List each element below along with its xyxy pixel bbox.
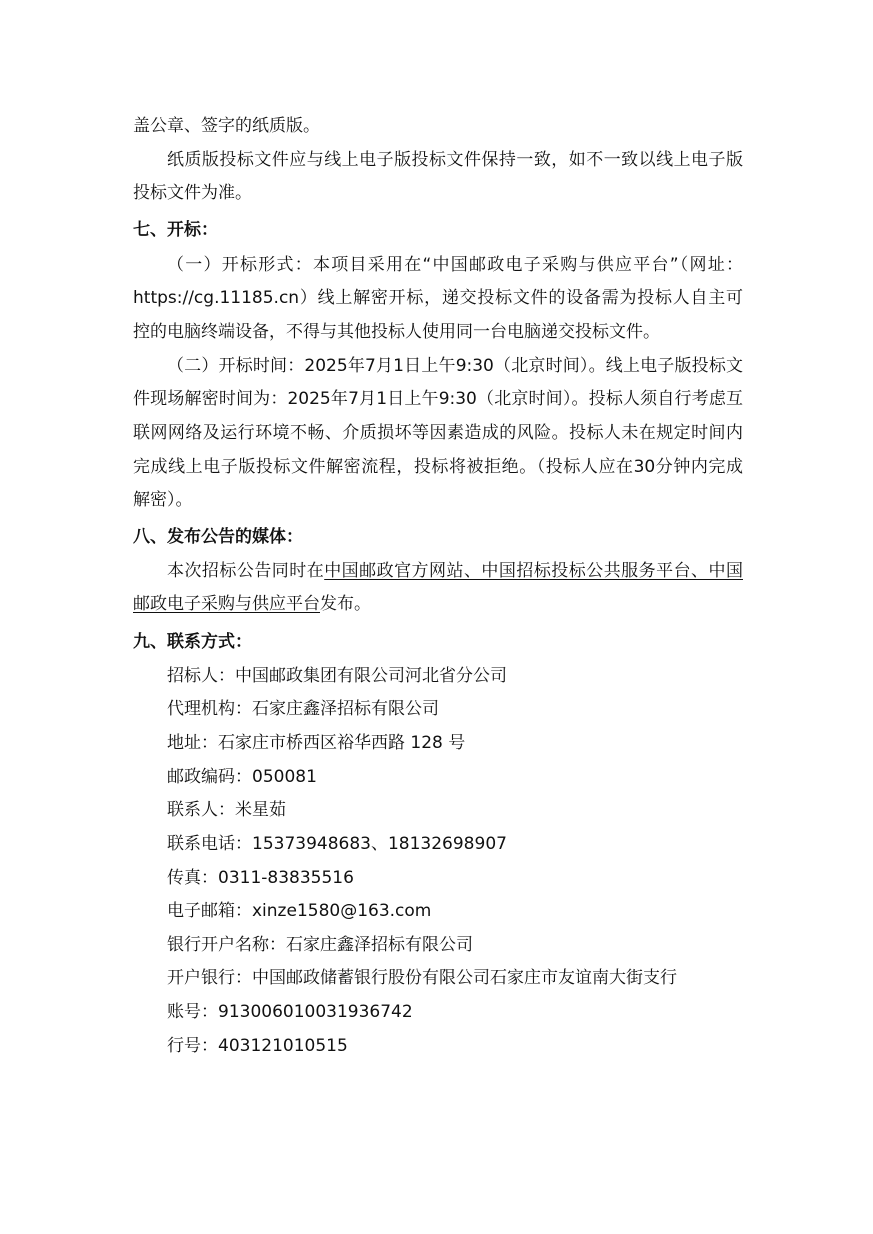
paragraph-line: （一）开标形式：本项目采用在“中国邮政电子采购与供应平台”（网址： bbox=[167, 255, 743, 275]
paragraph-line: 联网网络及运行环境不畅、介质损坏等因素造成的风险。投标人未在规定时间内 bbox=[133, 423, 743, 443]
contact-item: 邮政编码：050081 bbox=[167, 767, 317, 787]
media-link-text: 邮政电子采购与供应平台 bbox=[133, 594, 320, 614]
contact-item: 开户银行：中国邮政储蓄银行股份有限公司石家庄市友谊南大街支行 bbox=[167, 968, 677, 988]
section-heading-7: 七、开标： bbox=[133, 220, 218, 240]
contact-item: 代理机构：石家庄鑫泽招标有限公司 bbox=[167, 699, 439, 719]
contact-item: 招标人：中国邮政集团有限公司河北省分公司 bbox=[167, 666, 507, 686]
paragraph-line bbox=[133, 592, 743, 616]
media-link-text: 中国邮政官方网站、中国招标投标公共服务平台、中国 bbox=[324, 561, 743, 581]
section-heading-8: 八、发布公告的媒体： bbox=[133, 527, 303, 547]
contact-item: 银行开户名称：石家庄鑫泽招标有限公司 bbox=[167, 935, 473, 955]
paragraph-line: （二）开标时间：2025年7月1日上午9:30（北京时间）。线上电子版投标文 bbox=[167, 356, 743, 376]
paragraph-text: 发布。 bbox=[320, 594, 371, 614]
paragraph-text: 本次招标公告同时在 bbox=[167, 561, 325, 581]
paragraph-line: 纸质版投标文件应与线上电子版投标文件保持一致，如不一致以线上电子版 bbox=[167, 150, 743, 170]
paragraph-line: 解密）。 bbox=[133, 490, 193, 510]
contact-item: 联系人：米星茹 bbox=[167, 800, 286, 820]
contact-item: 电子邮箱：xinze1580@163.com bbox=[167, 901, 432, 921]
paragraph-line: 控的电脑终端设备，不得与其他投标人使用同一台电脑递交投标文件。 bbox=[133, 322, 660, 342]
contact-item: 行号：403121010515 bbox=[167, 1036, 348, 1056]
contact-item: 联系电话：15373948683、18132698907 bbox=[167, 834, 507, 854]
paragraph-line: 件现场解密时间为：2025年7月1日上午9:30（北京时间）。投标人须自行考虑互 bbox=[133, 389, 743, 409]
contact-item: 账号：913006010031936742 bbox=[167, 1002, 413, 1022]
paragraph-line bbox=[167, 559, 743, 583]
paragraph-line: 完成线上电子版投标文件解密流程，投标将被拒绝。（投标人应在30分钟内完成 bbox=[133, 457, 743, 477]
paragraph-line: 盖公章、签字的纸质版。 bbox=[133, 116, 320, 136]
section-heading-9: 九、联系方式： bbox=[133, 632, 252, 652]
paragraph-line: 投标文件为准。 bbox=[133, 183, 252, 203]
paragraph-line: https://cg.11185.cn）线上解密开标，递交投标文件的设备需为投标人自主可 bbox=[133, 288, 743, 308]
contact-item: 传真：0311-83835516 bbox=[167, 868, 354, 888]
contact-item: 地址：石家庄市桥西区裕华西路 128 号 bbox=[167, 733, 466, 753]
